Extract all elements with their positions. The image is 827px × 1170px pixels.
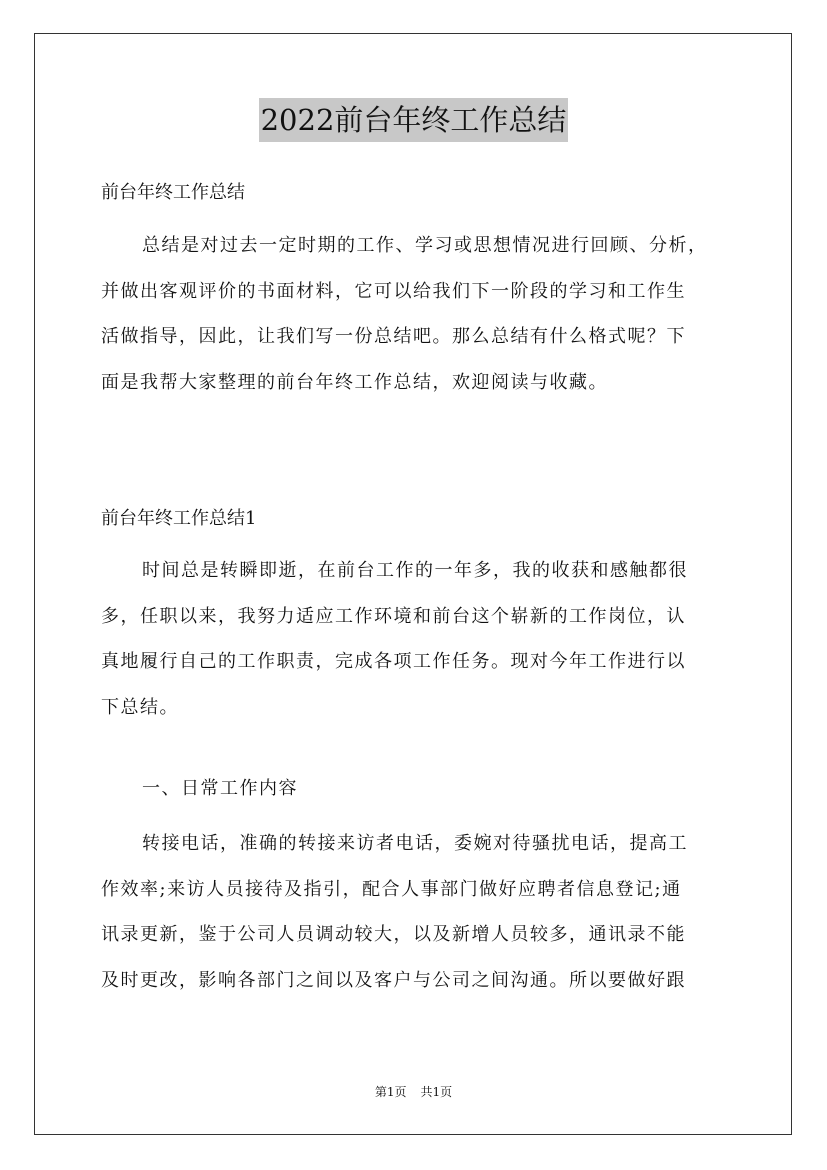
page-footer bbox=[0, 1084, 827, 1100]
paragraph-line: 活做指导，因此，让我们写一份总结吧。那么总结有什么格式呢？下 bbox=[101, 326, 686, 347]
section1-heading: 前台年终工作总结1 bbox=[101, 508, 257, 529]
paragraph-line: 真地履行自己的工作职责，完成各项工作任务。现对今年工作进行以 bbox=[101, 651, 686, 672]
intro-heading: 前台年终工作总结 bbox=[101, 182, 245, 203]
paragraph-line: 多，任职以来，我努力适应工作环境和前台这个崭新的工作岗位，认 bbox=[101, 605, 686, 627]
intro-paragraph bbox=[101, 223, 731, 405]
paragraph-line: 转接电话，准确的转接来访者电话，委婉对待骚扰电话，提高工 bbox=[142, 833, 688, 854]
page-total: 共1页 bbox=[420, 1085, 453, 1099]
subsection-heading: 一、日常工作内容 bbox=[142, 778, 298, 799]
section1-paragraph bbox=[101, 548, 731, 730]
page-number: 第1页 bbox=[374, 1085, 407, 1099]
paragraph-line: 作效率;来访人员接待及指引，配合人事部门做好应聘者信息登记;通 bbox=[101, 878, 682, 900]
paragraph-line: 并做出客观评价的书面材料，它可以给我们下一阶段的学习和工作生 bbox=[101, 280, 686, 302]
document-title: 2022前台年终工作总结 bbox=[259, 98, 569, 142]
paragraph-line: 时间总是转瞬即逝，在前台工作的一年多，我的收获和感触都很 bbox=[142, 560, 688, 581]
paragraph-line: 及时更改，影响各部门之间以及客户与公司之间沟通。所以要做好跟 bbox=[101, 969, 686, 991]
paragraph-line: 面是我帮大家整理的前台年终工作总结，欢迎阅读与收藏。 bbox=[101, 371, 608, 393]
subsection-paragraph bbox=[101, 821, 731, 1003]
paragraph-line: 总结是对过去一定时期的工作、学习或思想情况进行回顾、分析， bbox=[142, 235, 708, 256]
paragraph-line: 讯录更新，鉴于公司人员调动较大，以及新增人员较多，通讯录不能 bbox=[101, 924, 686, 945]
subsection-heading-wrap bbox=[101, 766, 731, 812]
title-container bbox=[0, 98, 827, 142]
paragraph-line: 下总结。 bbox=[101, 696, 179, 718]
